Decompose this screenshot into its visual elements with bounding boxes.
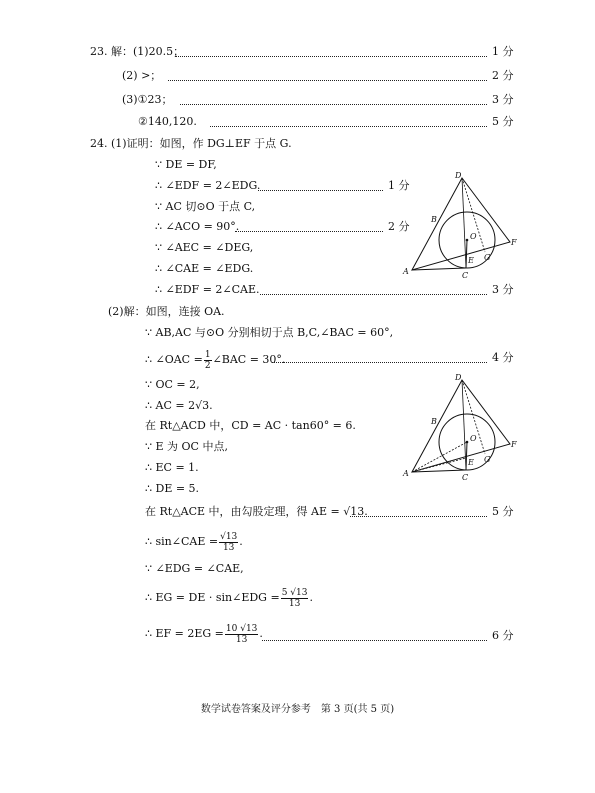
solution-line: 在 Rt△ACD 中，CD = AC · tan60° = 6. [145,419,356,432]
label-E: E [468,256,474,265]
q24-heading: 24. (1)证明：如图，作 DG⊥EF 于点 G. [90,137,292,150]
fraction: $\frac{1}{2}$ [204,349,211,371]
score-mark: 1 分 [388,179,410,192]
label-O: O [470,232,477,241]
score-mark: 5 分 [492,115,514,128]
score-mark: 3 分 [492,283,514,296]
text: ∴ EG = DE · sin∠EDG = [145,591,280,604]
score-mark: 1 分 [492,45,514,58]
leader-dots [272,362,487,363]
solution-line: ∴ DE = 5. [145,482,200,495]
label-O: O [470,434,477,443]
label-A: A [403,267,409,276]
text: ∴ sin∠CAE = [145,535,219,548]
q23-part2: (2) >； [122,69,162,82]
proof-line: ∵ AC 切⊙O 于点 C, [155,200,256,213]
solution-line [145,530,243,554]
solution-line: ∵ OC = 2, [145,378,200,391]
text: ∠BAC = 30°. [212,353,286,366]
score-mark: 2 分 [492,69,514,82]
score-mark: 3 分 [492,93,514,106]
label-D: D [455,171,462,180]
fraction: $\frac{10 √13}{13}$ [225,623,258,645]
leader-dots [262,640,487,641]
solution-line: ∴ EC = 1. [145,461,199,474]
solution-line: ∵ E 为 OC 中点, [145,440,228,453]
leader-dots [210,126,487,127]
proof-line: ∵ DE = DF, [155,158,217,171]
proof-line: ∴ ∠CAE = ∠EDG. [155,262,254,275]
text: ∴ EF = 2EG = [145,627,224,640]
solution-line: ∵ AB,AC 与⊙O 分别相切于点 B,C,∠BAC = 60°, [145,326,394,339]
text: ∴ ∠OAC = [145,353,203,366]
leader-dots [235,231,383,232]
label-E: E [468,458,474,467]
score-mark: 6 分 [492,629,514,642]
proof-line: ∴ ∠EDF = 2∠EDG. [155,179,261,192]
fraction: $\frac{√13}{13}$ [220,531,238,553]
label-A: A [403,469,409,478]
solution-line: ∵ ∠EDG = ∠CAE, [145,562,244,575]
label-C: C [462,473,469,482]
leader-dots [258,190,383,191]
label-C: C [462,271,469,280]
solution-line [145,586,313,610]
score-mark: 2 分 [388,220,410,233]
geometry-figure-1 [400,170,520,282]
q23-part1: 23. 解：(1)20.5； [90,45,185,58]
geometry-figure-2 [400,372,520,484]
proof-line: ∴ ∠ACO = 90°. [155,220,240,233]
text: . [239,535,243,548]
fraction: $\frac{5 √13}{13}$ [281,587,308,609]
q23-part3: (3)①23； [122,93,173,106]
q23-part3b: ②140,120. [138,115,197,128]
score-mark: 5 分 [492,505,514,518]
label-D: D [455,373,462,382]
leader-dots [260,294,487,295]
score-mark: 4 分 [492,351,514,364]
solution-line: 在 Rt△ACE 中，由勾股定理，得 AE = √13. [145,505,368,518]
label-G: G [484,455,491,464]
page-footer: 数学试卷答案及评分参考 第 3 页(共 5 页) [200,704,395,715]
leader-dots [350,516,487,517]
proof-line: ∴ ∠EDF = 2∠CAE. [155,283,260,296]
q24-part2-heading: (2)解：如图，连接 OA. [108,305,225,318]
label-B: B [431,417,437,426]
proof-line: ∵ ∠AEC = ∠DEG, [155,241,254,254]
solution-line: ∴ AC = 2√3. [145,399,213,412]
leader-dots [180,104,487,105]
label-F: F [511,238,517,247]
leader-dots [168,80,487,81]
label-F: F [511,440,517,449]
solution-line [145,622,263,646]
solution-line [145,349,285,371]
label-G: G [484,253,491,262]
text: . [309,591,313,604]
leader-dots [175,56,487,57]
text: . [259,627,263,640]
label-B: B [431,215,437,224]
